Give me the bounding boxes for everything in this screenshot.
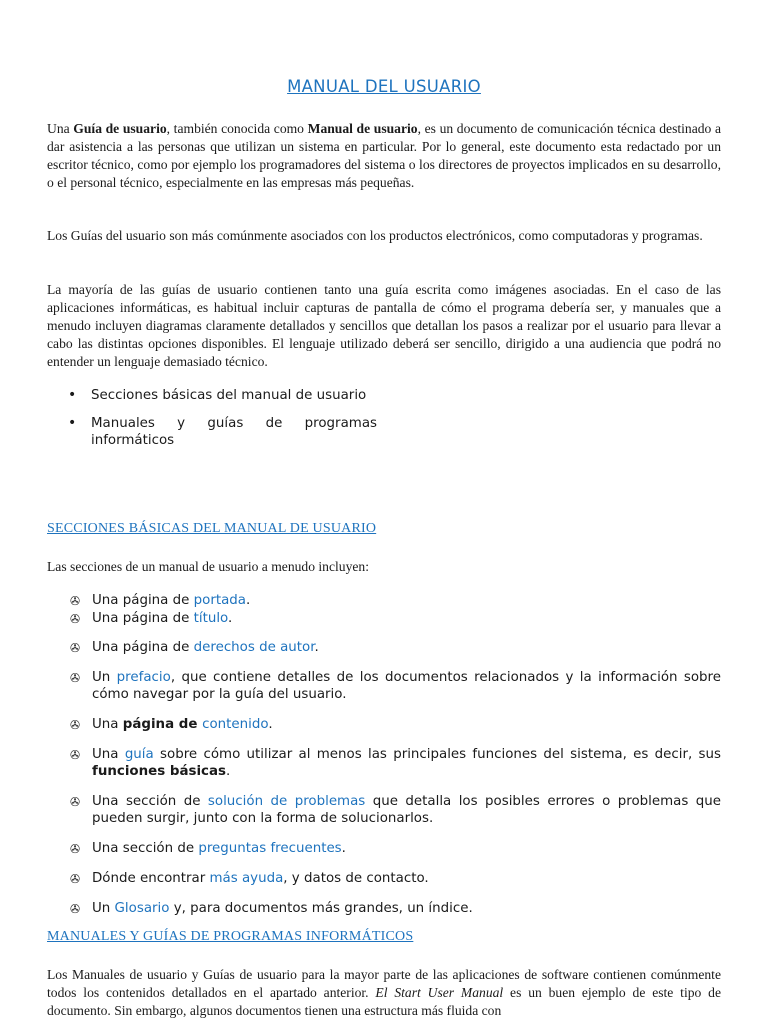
intro-paragraph-2: Los Guías del usuario son más comúnmente asociados con los productos electrónicos, como computadoras y programas. xyxy=(47,228,703,243)
section-heading-software-manuals[interactable]: MANUALES Y GUÍAS DE PROGRAMAS INFORMÁTICOS xyxy=(47,929,414,944)
link-guia[interactable]: guía xyxy=(124,747,154,762)
bullet-icon: ✇ xyxy=(70,641,81,655)
bullet-icon: ✇ xyxy=(70,594,81,608)
link-contenido[interactable]: contenido xyxy=(202,717,269,732)
bullet-icon: • xyxy=(68,387,77,403)
link-titulo[interactable]: título xyxy=(193,611,229,626)
section-heading-basic-sections[interactable]: SECCIONES BÁSICAS DEL MANUAL DE USUARIO xyxy=(47,521,377,536)
section2-paragraph: Los Manuales de usuario y Guías de usuario para la mayor parte de las aplicaciones de software contienen comúnmente todos los contenidos detallados en el apartado anterior. El Start User Manual es un buen ejemplo de este tipo de documento. Sin embargo, algunos documentos tienen una estructura más fluida con xyxy=(47,967,721,1018)
list-item: ✇ Una sección de solución de problemas que detalla los posibles errores o problemas que pueden surgir, junto con la forma de solucionarlos. xyxy=(70,794,722,826)
list-item: ✇ Una página de portada. xyxy=(70,593,251,608)
link-solucion-de-problemas[interactable]: solución de problemas xyxy=(207,794,366,809)
page-title: MANUAL DEL USUARIO xyxy=(287,77,481,96)
bullet-icon: • xyxy=(68,415,77,431)
link-mas-ayuda[interactable]: más ayuda xyxy=(209,871,284,886)
link-glosario[interactable]: Glosario xyxy=(114,901,170,916)
list-item: ✇ Una guía sobre cómo utilizar al menos las principales funciones del sistema, es decir, sus funciones básicas. xyxy=(70,747,721,779)
toc-item[interactable]: • Secciones básicas del manual de usuario xyxy=(68,387,367,403)
bullet-icon: ✇ xyxy=(70,795,81,809)
list-item: ✇ Una página de título. xyxy=(70,611,233,626)
bullet-icon: ✇ xyxy=(70,872,81,886)
list-item: ✇ Un prefacio, que contiene detalles de los documentos relacionados y la información sobre cómo navegar por la guía del usuario. xyxy=(70,670,721,702)
section1-lead: Las secciones de un manual de usuario a menudo incluyen: xyxy=(47,559,369,574)
link-preguntas-frecuentes[interactable]: preguntas frecuentes xyxy=(198,841,342,856)
bullet-icon: ✇ xyxy=(70,671,81,685)
list-item: ✇ Una sección de preguntas frecuentes. xyxy=(70,841,346,856)
intro-paragraph-1: Una Guía de usuario, también conocida como Manual de usuario, es un documento de comunicación técnica destinado a dar asistencia a las personas que utilizan un sistema en particular. Por lo general, este documento esta redactado por un escritor técnico, como por ejemplo los programadores del sistema o los directores de proyectos implicados en su desarrollo, o el personal técnico, especialmente en las empresas más pequeñas. xyxy=(47,121,722,190)
list-item: ✇ Un Glosario y, para documentos más grandes, un índice. xyxy=(70,901,473,916)
list-item: ✇ Una página de derechos de autor. xyxy=(70,640,319,655)
link-derechos-de-autor[interactable]: derechos de autor xyxy=(193,640,315,655)
link-portada[interactable]: portada xyxy=(193,593,246,608)
bullet-icon: ✇ xyxy=(70,718,81,732)
list-item: ✇ Una página de contenido. xyxy=(70,717,273,732)
toc-list xyxy=(47,387,377,460)
link-prefacio[interactable]: prefacio xyxy=(116,670,171,685)
toc-item[interactable]: • Manuales y guías de programas informáticos xyxy=(68,415,377,448)
bullet-icon: ✇ xyxy=(70,842,81,856)
bullet-icon: ✇ xyxy=(70,748,81,762)
intro-paragraph-3: La mayoría de las guías de usuario contienen tanto una guía escrita como imágenes asociadas. En el caso de las aplicaciones informáticas, es habitual incluir capturas de pantalla de cómo el programa debería ser, y manuales que a menudo incluyen diagramas claramente detallados y sencillos que detallan los pasos a realizar por el usuario para llevar a cabo las distintas opciones disponibles. El lenguaje utilizado deberá ser sencillo, dirigido a una audiencia que podrá no entender un lenguaje demasiado técnico. xyxy=(47,282,721,369)
list-item: ✇ Dónde encontrar más ayuda, y datos de contacto. xyxy=(70,871,429,886)
bullet-icon: ✇ xyxy=(70,902,81,916)
sections-list xyxy=(47,592,721,917)
bullet-icon: ✇ xyxy=(70,612,81,626)
